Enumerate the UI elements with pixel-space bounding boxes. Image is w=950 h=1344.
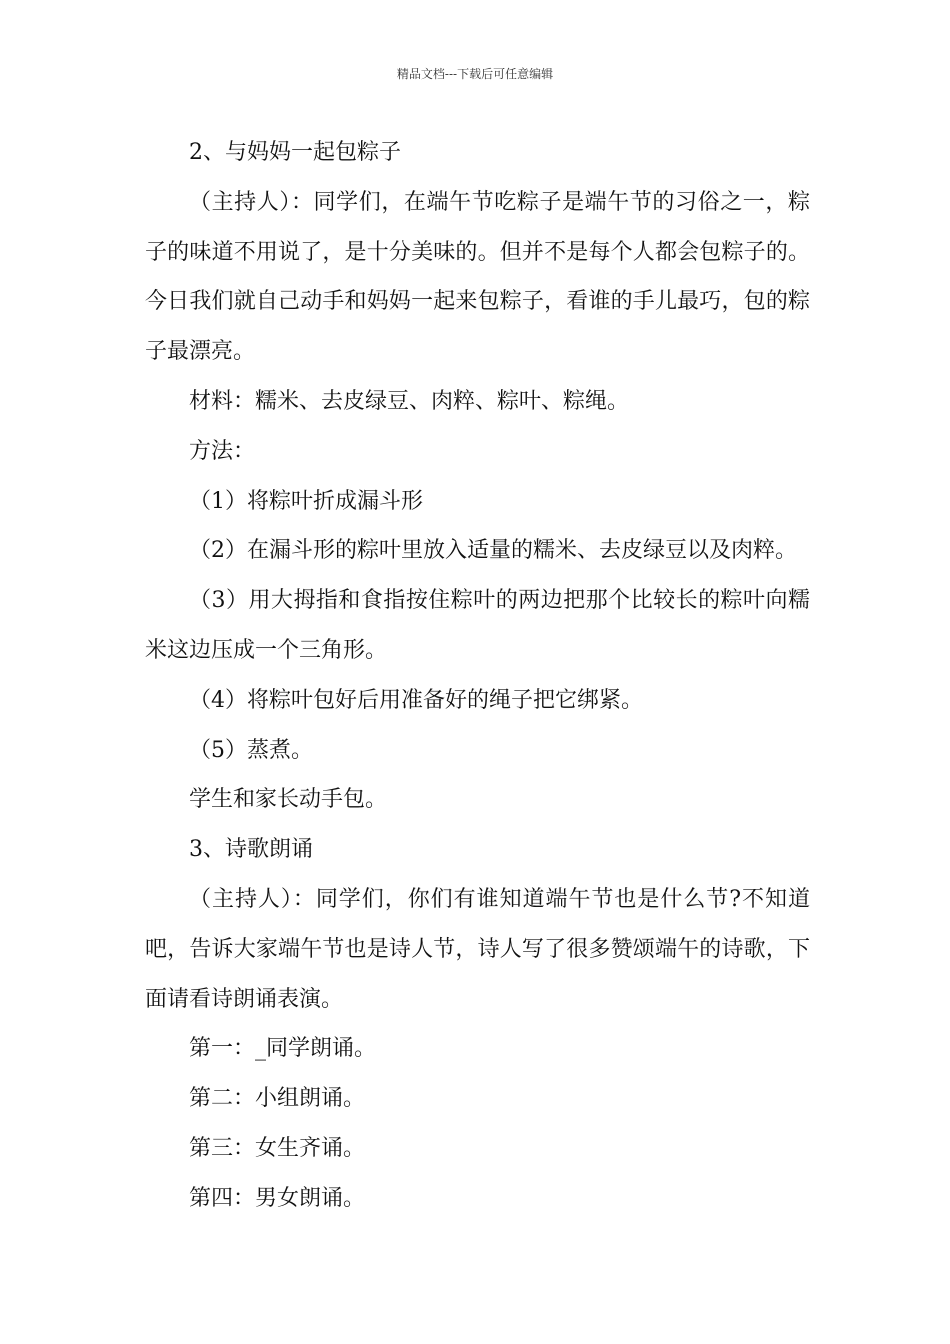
section-heading-poetry: 3、诗歌朗诵 [189,837,313,863]
step-3: （3）用大拇指和食指按住粽叶的两边把那个比较长的粽叶向糯米这边压成一个三角形。 [145,588,810,663]
step-5: （5）蒸煮。 [189,737,313,763]
host-intro-paragraph: （主持人）：同学们，在端午节吃粽子是端午节的习俗之一，粽子的味道不用说了，是十分美味的。但并不是每个人都会包粽子的。今日我们就自己动手和妈妈一起来包粽子，看谁的手儿最巧，包的粽子最漂亮。 [145,189,810,365]
recital-4: 第四：男女朗诵。 [189,1185,366,1211]
step-2: （2）在漏斗形的粽叶里放入适量的糯米、去皮绿豆以及肉粹。 [189,538,797,564]
recital-2: 第二：小组朗诵。 [189,1086,366,1112]
recital-3: 第三：女生齐诵。 [189,1135,366,1161]
step-1: （1）将粽叶折成漏斗形 [189,488,423,514]
method-label: 方法： [189,438,256,464]
activity-line: 学生和家长动手包。 [189,787,388,813]
recital-1: 第一：_同学朗诵。 [189,1036,377,1062]
document-body [145,128,810,1224]
host-poetry-paragraph: （主持人）：同学们，你们有谁知道端午节也是什么节?不知道吧，告诉大家端午节也是诗人节，诗人写了很多赞颂端午的诗歌，下面请看诗朗诵表演。 [145,886,810,1012]
section-heading-make-zongzi: 2、与妈妈一起包粽子 [189,140,401,165]
materials-line: 材料：糯米、去皮绿豆、肉粹、粽叶、粽绳。 [189,388,630,414]
page-header: 精品文档---下载后可任意编辑 [396,67,554,81]
step-4: （4）将粽叶包好后用准备好的绳子把它绑紧。 [189,687,643,713]
